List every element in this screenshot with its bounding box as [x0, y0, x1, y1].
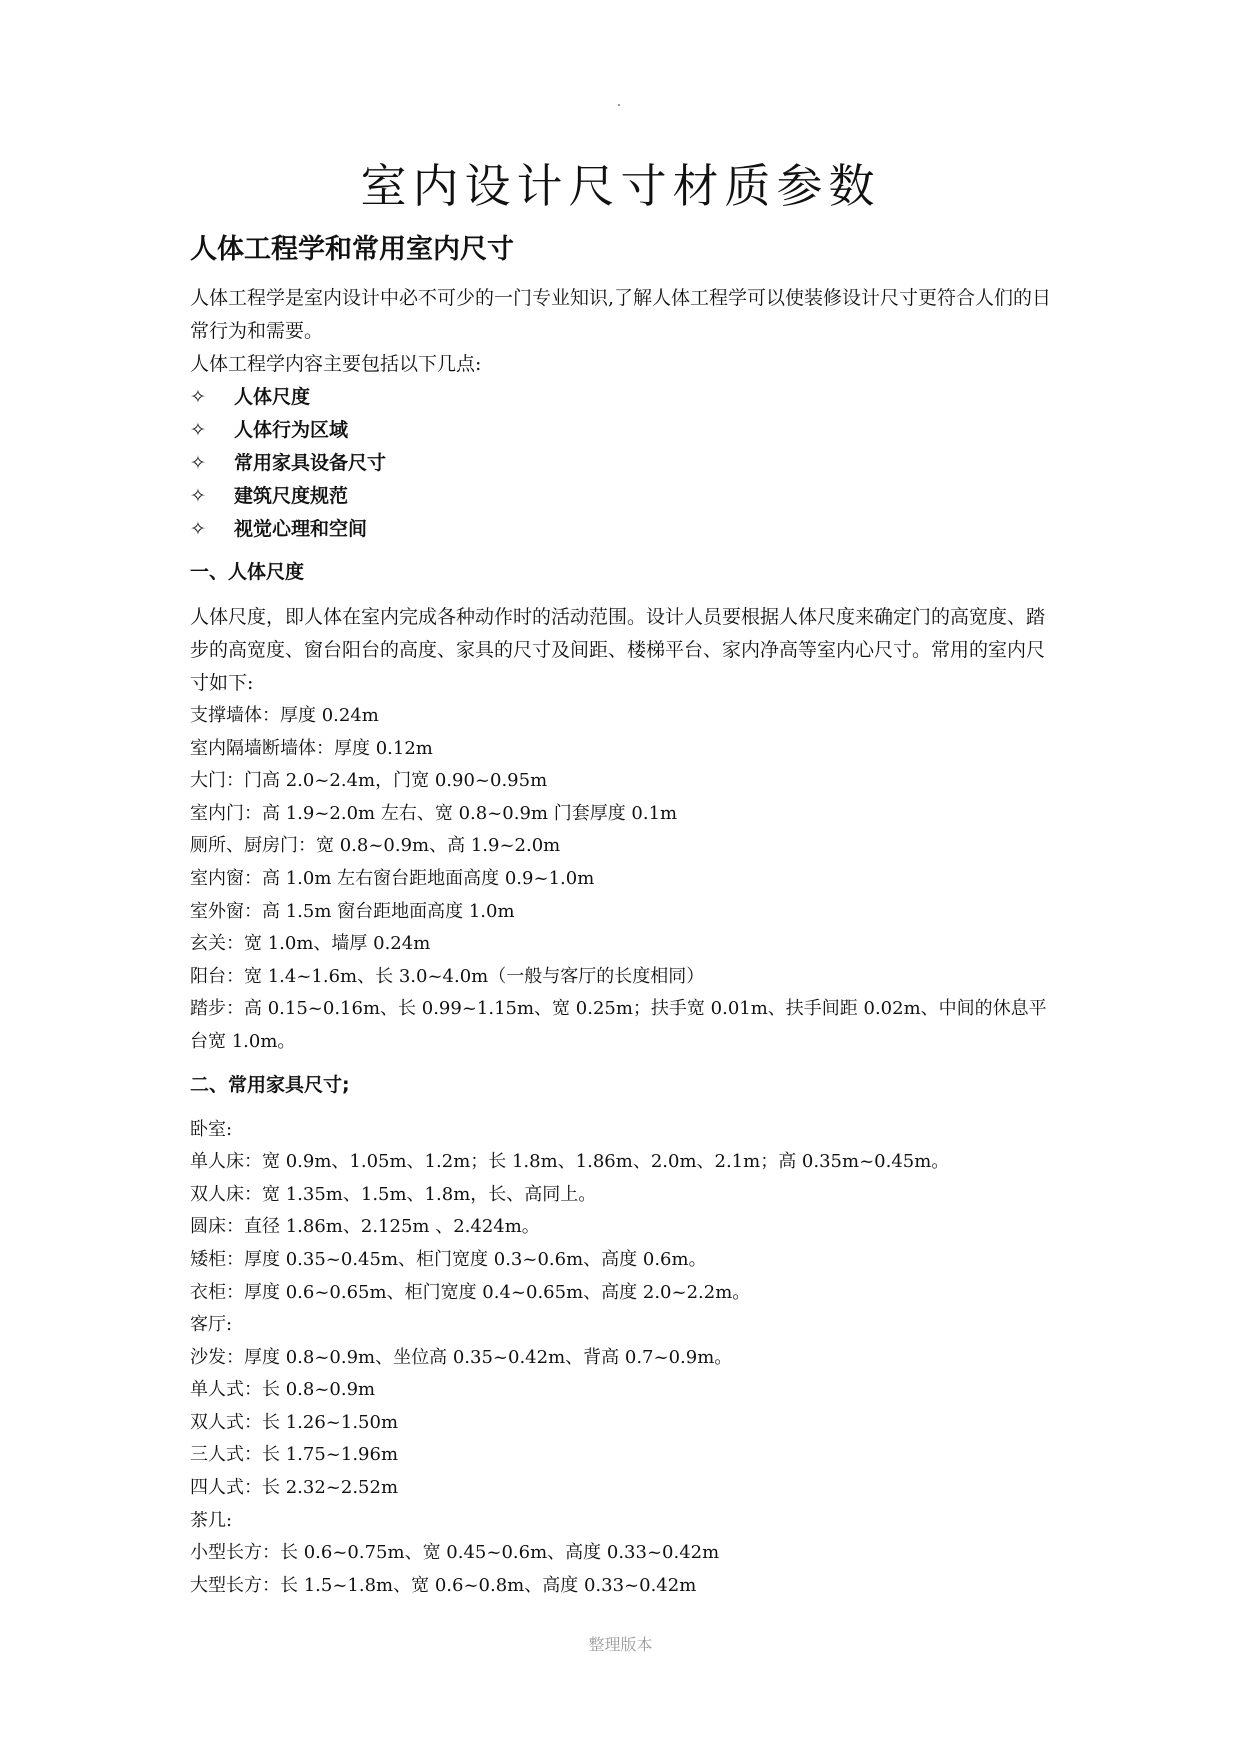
diamond-bullet-icon: ✧ — [190, 386, 206, 408]
diamond-bullet-icon: ✧ — [190, 485, 206, 507]
list-item: ✧ 人体尺度 — [190, 381, 1060, 414]
dimension-line: 室外窗：高 1.5m 窗台距地面高度 1.0m — [190, 900, 515, 922]
list-item: ✧ 常用家具设备尺寸 — [190, 447, 1060, 480]
section-heading: 人体工程学和常用室内尺寸 — [190, 234, 514, 265]
dimension-line: 厕所、厨房门：宽 0.8~0.9m、高 1.9~2.0m — [190, 835, 561, 857]
list-item: ✧ 视觉心理和空间 — [190, 513, 1060, 546]
dimension-line: 玄关：宽 1.0m、墙厚 0.24m — [190, 933, 431, 955]
category-label: 客厅: — [190, 1314, 233, 1336]
dimension-line: 大型长方：长 1.5~1.8m、宽 0.6~0.8m、高度 0.33~0.42m — [190, 1574, 697, 1596]
list-item: ✧ 人体行为区域 — [190, 414, 1060, 447]
dimension-line: 衣柜：厚度 0.6~0.65m、柜门宽度 0.4~0.65m、高度 2.0~2.2m。 — [190, 1281, 751, 1303]
topic-list — [190, 381, 1060, 546]
dimension-line: 四人式：长 2.32~2.52m — [190, 1477, 399, 1499]
dimension-line: 双人床：宽 1.35m、1.5m、1.8m，长、高同上。 — [190, 1183, 597, 1205]
category-label: 茶几: — [190, 1509, 233, 1531]
intro-paragraph: 人体工程学是室内设计中必不可少的一门专业知识,了解人体工程学可以使装修设计尺寸更符合人们的日常行为和需要。 — [190, 287, 1052, 342]
dimension-line: 室内门：高 1.9~2.0m 左右、宽 0.8~0.9m 门套厚度 0.1m — [190, 802, 678, 824]
document-title: 室内设计尺寸材质参数 — [360, 159, 881, 213]
subsection-heading-body-scale: 一、人体尺度 — [190, 561, 305, 583]
dimension-line: 大门：门高 2.0~2.4m，门宽 0.90~0.95m — [190, 770, 548, 792]
page-footer: 整理版本 — [588, 1635, 653, 1654]
dimension-line: 矮柜：厚度 0.35~0.45m、柜门宽度 0.3~0.6m、高度 0.6m。 — [190, 1248, 707, 1270]
dimension-line: 踏步：高 0.15~0.16m、长 0.99~1.15m、宽 0.25m；扶手宽 0.01m、扶手间距 0.02m、中间的休息平台宽 1.0m。 — [190, 998, 1047, 1052]
diamond-bullet-icon: ✧ — [190, 518, 206, 540]
dimension-line: 阳台：宽 1.4~1.6m、长 3.0~4.0m（一般与客厅的长度相同） — [190, 965, 705, 987]
dimension-line: 单人床：宽 0.9m、1.05m、1.2m；长 1.8m、1.86m、2.0m、2.1m；高 0.35m~0.45m。 — [190, 1151, 950, 1173]
dimension-line: 三人式：长 1.75~1.96m — [190, 1444, 399, 1466]
list-item: ✧ 建筑尺度规范 — [190, 480, 1060, 513]
dimension-line: 沙发：厚度 0.8~0.9m、坐位高 0.35~0.42m、背高 0.7~0.9m。 — [190, 1346, 733, 1368]
intro-lead: 人体工程学内容主要包括以下几点: — [190, 353, 482, 375]
page-mark — [618, 104, 620, 106]
document-body — [190, 228, 1060, 1602]
dimension-line: 单人式：长 0.8~0.9m — [190, 1379, 376, 1401]
dimension-line: 支撑墙体：厚度 0.24m — [190, 705, 379, 726]
dimension-line: 室内隔墙断墙体：厚度 0.12m — [190, 737, 433, 759]
diamond-bullet-icon: ✧ — [190, 419, 206, 441]
dimension-line: 圆床：直径 1.86m、2.125m 、2.424m。 — [190, 1216, 540, 1238]
diamond-bullet-icon: ✧ — [190, 452, 206, 474]
dimension-line: 小型长方：长 0.6~0.75m、宽 0.45~0.6m、高度 0.33~0.42m — [190, 1542, 720, 1564]
category-label: 卧室: — [190, 1118, 233, 1140]
dimension-line: 室内窗：高 1.0m 左右窗台距地面高度 0.9~1.0m — [190, 867, 595, 889]
subsection-heading-furniture: 二、常用家具尺寸; — [190, 1073, 350, 1096]
body-scale-paragraph: 人体尺度，即人体在室内完成各种动作时的活动范围。设计人员要根据人体尺度来确定门的高宽度、踏步的高宽度、窗台阳台的高度、家具的尺寸及间距、楼梯平台、家内净高等室内心尺寸。常用的室内尺寸如下: — [190, 606, 1046, 694]
dimension-line: 双人式：长 1.26~1.50m — [190, 1411, 399, 1433]
